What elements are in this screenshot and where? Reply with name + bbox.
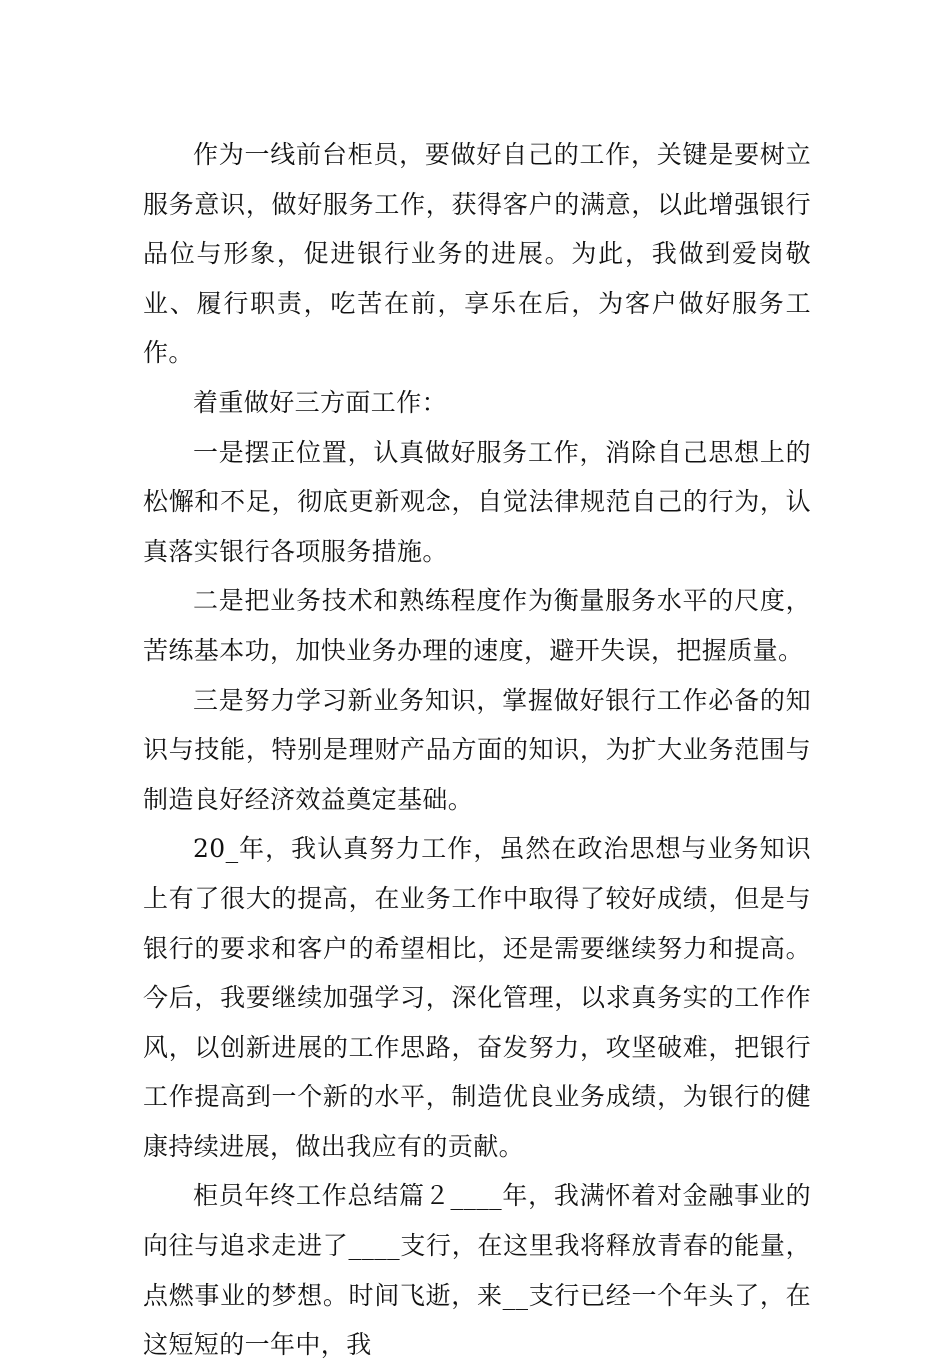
paragraph: 三是努力学习新业务知识，掌握做好银行工作必备的知识与技能，特别是理财产品方面的知识，为扩大业务范围与制造良好经济效益奠定基础。: [143, 685, 811, 814]
paragraph: 作为一线前台柜员，要做好自己的工作，关键是要树立服务意识，做好服务工作，获得客户的满意，以此增强银行品位与形象，促进银行业务的进展。为此，我做到爱岗敬业、履行职责，吃苦在前，享乐在后，为客户做好服务工作。: [143, 140, 811, 368]
paragraph: 着重做好三方面工作：: [193, 387, 448, 417]
document-body: [143, 130, 811, 1370]
paragraph: 柜员年终工作总结篇２____年，我满怀着对金融事业的向往与追求走进了____支行，在这里我将释放青春的能量，点燃事业的梦想。时间飞逝，来__支行已经一个年头了，在这短短的一年中，我: [143, 1181, 811, 1360]
paragraph: 一是摆正位置，认真做好服务工作，消除自己思想上的松懈和不足，彻底更新观念，自觉法律规范自己的行为，认真落实银行各项服务措施。: [143, 437, 811, 566]
paragraph: 二是把业务技术和熟练程度作为衡量服务水平的尺度，苦练基本功，加快业务办理的速度，避开失误，把握质量。: [143, 586, 811, 665]
paragraph: 20_年，我认真努力工作，虽然在政治思想与业务知识上有了很大的提高，在业务工作中取得了较好成绩，但是与银行的要求和客户的希望相比，还是需要继续努力和提高。今后，我要继续加强学习，深化管理，以求真务实的工作作风，以创新进展的工作思路，奋发努力，攻坚破难，把银行工作提高到一个新的水平，制造优良业务成绩，为银行的健康持续进展，做出我应有的贡献。: [143, 834, 811, 1161]
